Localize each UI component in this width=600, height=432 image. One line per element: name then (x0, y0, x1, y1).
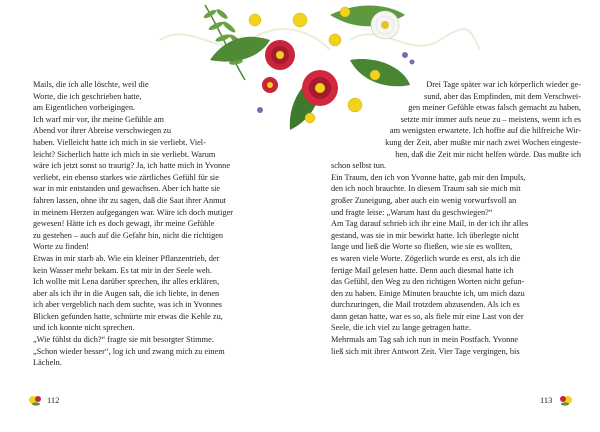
text-line: Blicken gefunden hatte, schnürte mir etwas die Kehle zu, (33, 311, 223, 321)
text-line: ich aber vergeblich nach dem suchte, was ich in Yvonnes (33, 300, 223, 310)
text-line: gewesen! Hätte ich es doch gewagt, ihr meine Gefühle (33, 219, 215, 229)
text-line: Lächeln. (33, 358, 62, 368)
text-line: „Wie fühlst du dich?“ fragte sie mit besorgter Stimme. (33, 335, 214, 345)
text-line: „Schon wieder besser“, log ich und zwang mich zu einem (33, 346, 225, 356)
text-line: kung der Zeit, aber mußte mir nach zwei Wochen eingeste- (385, 137, 581, 147)
text-line: am Eigentlichen vorbeigingen. (33, 103, 136, 113)
page-number-right: 113 (540, 396, 553, 405)
text-line: und ich konnte nicht sprechen. (33, 323, 135, 333)
flower-icon (28, 393, 42, 407)
text-line: das Gefühl, den Weg zu den richtigen Worten nicht gefun- (331, 277, 525, 287)
text-line: Mails, die ich alle löschte, weil die (33, 80, 149, 89)
text-line: leicht? Sicherlich hatte ich mich in sie verliebt. Warum (33, 149, 216, 159)
text-line: am wenigsten erwartete. Ich hoffte auf die hilfreiche Wir- (389, 126, 581, 136)
text-line: hen, daß die Zeit mir nicht helfen würde. Das mußte ich (395, 149, 581, 159)
text-line: ließ sich mit ihrer Antwort Zeit. Vier Tage vergingen, bis (331, 346, 520, 356)
text-line: Mehrmals am Tag sah ich nun in mein Postfach. Yvonne (331, 335, 519, 345)
text-line: Abend vor ihrer Abreise verschwiegen zu (33, 126, 172, 136)
left-page-text (33, 79, 281, 369)
text-line: Ich wollte mit Lena darüber sprechen, ihr alles erklären, (33, 277, 220, 287)
text-line: Worte, die ich geschrieben hatte, (33, 91, 142, 101)
text-line: großer Zuneigung, aber auch ein wenig vorwurfsvoll an (331, 195, 517, 205)
text-line: in meinem Herzen aufgegangen war. Wäre ich doch mutiger (33, 207, 234, 217)
text-line: war in mir entstanden und gewachsen. Aber ich hatte sie (33, 184, 221, 194)
text-line: Seele, die ich viel zu lange getragen hatte. (331, 323, 471, 333)
text-line: Drei Tage später war ich körperlich wieder ge- (426, 80, 581, 89)
text-line: fertige Mail gelesen hatte. Denn auch diesmal hatte ich (331, 265, 514, 275)
text-line: den ich noch brauchte. In diesem Traum sah sie mich mit (331, 184, 521, 194)
text-line: Ein Traum, den ich von Yvonne hatte, gab mir den Impuls, (331, 172, 526, 182)
text-line: den zu haben. Einige Minuten brauchte ich, um mich dazu (331, 288, 525, 298)
text-line: setzte mir immer aufs neue zu – meistens, wenn ich es (400, 114, 581, 124)
text-line: Etwas in mir starb ab. Wie ein kleiner Pflanzentrieb, der (33, 253, 220, 263)
text-line: fahren lassen, ohne ihr zu sagen, daß die Saat ihrer Anmut (33, 195, 227, 205)
text-line: durchzuringen, die Mail trotzdem abzusenden. Als ich es (331, 300, 520, 310)
text-line: lange und ließ die Worte so fließen, wie sie es wollten, (331, 242, 513, 252)
text-line: schon selbst tun. (331, 161, 387, 171)
text-line: verliebt, ein ebenso starkes wie zärtliches Gefühl für sie (33, 172, 219, 182)
flower-icon (559, 393, 573, 407)
right-page-text (331, 79, 581, 357)
text-line: Ich warf mir vor, ihr meine Gefühle am (33, 114, 164, 124)
text-line: aber als ich ihr in die Augen sah, die ich liebte, in denen (33, 288, 220, 298)
text-line: Am Tag darauf schrieb ich ihr eine Mail, in der ich ihr alles (331, 219, 529, 229)
page-number-left: 112 (47, 396, 60, 405)
text-line: gestand, was sie in mir bewirkt hatte. Ich überlegte nicht (331, 230, 519, 240)
text-line: kein Wasser mehr bekam. Es tat mir in der Seele weh. (33, 265, 212, 275)
text-line: wäre ich jetzt sonst so traurig? Ja, ich hatte mich in Yvonne (33, 161, 231, 171)
text-line: und fragte leise: „Warum hast du geschwiegen?“ (331, 207, 493, 217)
text-line: dann getan hatte, war es so, als fiele mir eine Last von der (331, 311, 524, 321)
text-line: Worte zu finden! (33, 242, 90, 252)
text-line: zu gestehen – auch auf die Gefahr hin, nicht die richtigen (33, 230, 224, 240)
text-line: es waren viele Worte. Zögerlich wurde es erst, als ich die (331, 253, 521, 263)
text-line: sund, aber das Empfinden, mit dem Verschwei- (424, 91, 581, 101)
text-line: gen meiner Gefühle etwas falsch gemacht zu haben, (408, 103, 581, 113)
text-line: haben. Vielleicht hatte ich mich in sie verliebt. Viel- (33, 137, 206, 147)
